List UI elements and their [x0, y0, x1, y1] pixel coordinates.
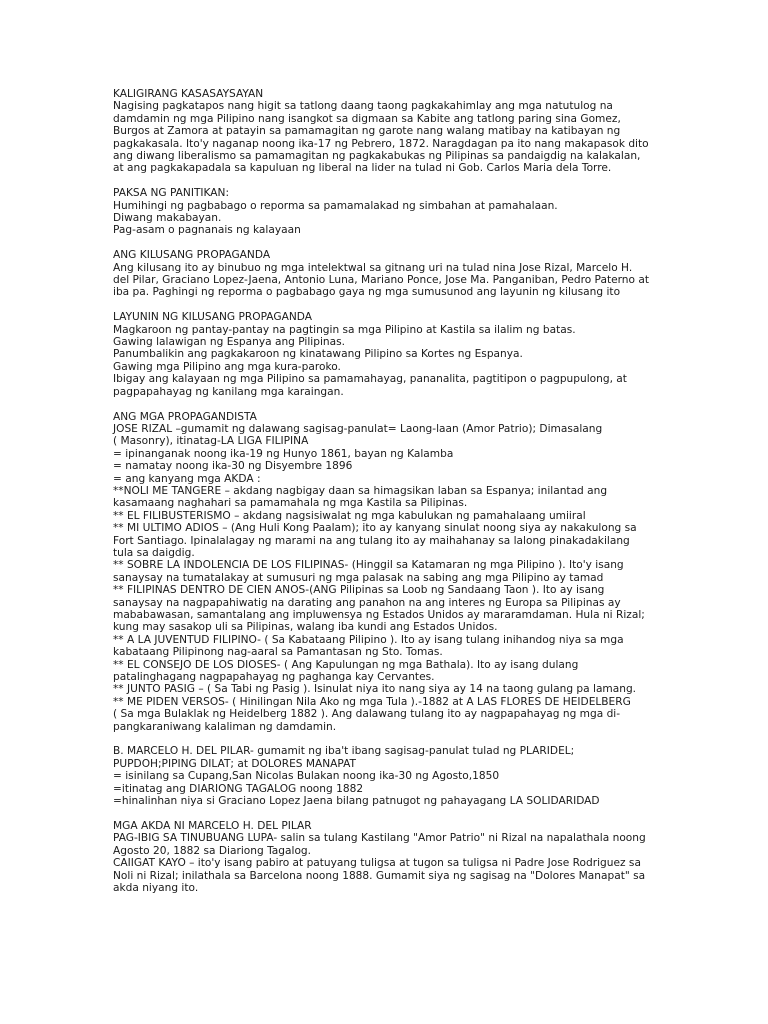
- text-line: Agosto 20, 1882 sa Diariong Tagalog.: [113, 844, 312, 857]
- text-line: = ipinanganak noong ika-19 ng Hunyo 1861, bayan ng Kalamba: [113, 447, 454, 460]
- section-heading: PAKSA NG PANITIKAN:: [113, 187, 230, 200]
- text-line: Ibigay ang kalayaan ng mga Pilipino sa pamamahayag, pananalita, pagtitipon o pagpupulong, at: [113, 373, 627, 386]
- text-line: =itinatag ang DIARIONG TAGALOG noong 1882: [113, 782, 364, 795]
- section-marcelo-del-pilar: [113, 745, 708, 807]
- text-line: ** MI ULTIMO ADIOS – (Ang Huli Kong Paalam); ito ay kanyang sinulat noong siya ay nakakulong sa: [113, 522, 637, 535]
- text-line: Gawing mga Pilipino ang mga kura-paroko.: [113, 360, 341, 373]
- section-heading: B. MARCELO H. DEL PILAR- gumamit ng iba't ibang sagisag-panulat tulad ng PLARIDEL;: [113, 745, 575, 758]
- section-heading: MGA AKDA NI MARCELO H. DEL PILAR: [113, 819, 312, 832]
- text-line: mababawasan, samantalang ang impluwensya ng Estados Unidos ay mararamdaman. Hula ni Rizal;: [113, 609, 645, 621]
- text-line: ( Sa mga Bulaklak ng Heidelberg 1882 ). Ang dalawang tulang ito ay nagpapahayag ng mga di-: [113, 708, 621, 721]
- text-line: tula sa daigdig.: [113, 546, 195, 559]
- section-kilusang-propaganda: [113, 249, 708, 299]
- text-line: ** JUNTO PASIG – ( Sa Tabi ng Pasig ). Isinulat niya ito nang siya ay 14 na taong gulang pa lamang.: [113, 683, 637, 696]
- text-line: pagkakasala. Ito'y naganap noong ika-17 ng Pebrero, 1872. Naragdagan pa ito nang makapasok dito: [113, 137, 649, 150]
- text-line: damdamin ng mga Pilipino nang isangkot sa digmaan sa Kabite ang tatlong paring sina Gomez,: [113, 112, 621, 125]
- text-line: at ang pagkakapadala sa kapuluan ng liberal na lider na tulad ni Gob. Carlos Maria dela Torre.: [113, 162, 612, 175]
- text-line: kung may sasakop uli sa Pilipinas, walang iba kundi ang Estados Unidos.: [113, 621, 498, 634]
- section-heading: ANG KILUSANG PROPAGANDA: [113, 249, 271, 262]
- text-line: Ang kilusang ito ay binubuo ng mga intelektwal sa gitnang uri na tulad nina Jose Rizal, Marcelo H.: [113, 261, 633, 274]
- text-line: = namatay noong ika-30 ng Disyembre 1896: [113, 460, 353, 473]
- section-layunin: [113, 311, 708, 398]
- section-kaligirang-kasaysayan: [113, 88, 708, 175]
- text-line: =hinalinhan niya si Graciano Lopez Jaena bilang patnugot ng pahayagang LA SOLIDARIDAD: [113, 795, 600, 808]
- text-line: ( Masonry), itinatag-LA LIGA FILIPINA: [113, 435, 309, 448]
- section-mga-propagandista: [113, 411, 708, 734]
- text-line: = isinilang sa Cupang,San Nicolas Bulakan noong ika-30 ng Agosto,1850: [113, 770, 500, 783]
- text-line: iba pa. Paghingi ng reporma o pagbabago gaya ng mga sumusunod ang layunin ng kilusang ito: [113, 286, 621, 299]
- text-line: ** A LA JUVENTUD FILIPINO- ( Sa Kabataang Pilipino ). Ito ay isang tulang inihandog niya sa mga: [113, 633, 624, 646]
- text-line: del Pilar, Graciano Lopez-Jaena, Antonio Luna, Mariano Ponce, Jose Ma. Panganiban, Pedro Paterno at: [113, 274, 649, 287]
- text-line: PUPDOH;PIPING DILAT; at DOLORES MANAPAT: [113, 757, 357, 770]
- text-line: CAIIGAT KAYO – ito'y isang pabiro at patuyang tuligsa at tugon sa tuligsa ni Padre Jose Rodriguez sa: [113, 857, 641, 870]
- text-line: Nagising pagkatapos nang higit sa tatlong daang taong pagkakahimlay ang mga natutulog na: [113, 100, 613, 113]
- text-line: Fort Santiago. Ipinalalagay ng marami na ang tulang ito ay maihahanay sa lalong pinakadakilang: [113, 534, 630, 547]
- text-line: Magkaroon ng pantay-pantay na pagtingin sa mga Pilipino at Kastila sa ilalim ng batas.: [113, 323, 576, 336]
- text-line: ** FILIPINAS DENTRO DE CIEN ANOS-(ANG Pilipinas sa Loob ng Sandaang Taon ). Ito ay isang: [113, 584, 605, 597]
- text-line: ** ME PIDEN VERSOS- ( Hinilingan Nila Ako ng mga Tula ).-1882 at A LAS FLORES DE HEIDELBERG: [113, 695, 631, 708]
- text-line: kasamaang naghahari sa pamamahala ng mga Kastila sa Pilipinas.: [113, 497, 468, 510]
- text-line: sanaysay na nagpapahiwatig na darating ang panahon na ang interes ng Europa sa Pilipinas ay: [113, 596, 621, 609]
- text-line: Gawing lalawigan ng Espanya ang Pilipinas.: [113, 336, 346, 349]
- section-paksa-ng-panitikan: [113, 187, 708, 237]
- text-line: PAG-IBIG SA TINUBUANG LUPA- salin sa tulang Kastilang "Amor Patrio" ni Rizal na napalathala noong: [113, 832, 646, 845]
- text-line: Pag-asam o pagnanais ng kalayaan: [113, 224, 301, 237]
- text-line: Panumbalikin ang pagkakaroon ng kinatawang Pilipino sa Kortes ng Espanya.: [113, 348, 523, 361]
- section-mga-akda-del-pilar: [113, 820, 708, 894]
- section-heading: ANG MGA PROPAGANDISTA: [113, 410, 257, 423]
- text-line: ** EL CONSEJO DE LOS DIOSES- ( Ang Kapulungan ng mga Bathala). Ito ay isang dulang: [113, 658, 579, 671]
- text-line: = ang kanyang mga AKDA :: [113, 472, 261, 485]
- text-line: **NOLI ME TANGERE – akdang nagbigay daan sa himagsikan laban sa Espanya; inilantad ang: [113, 484, 608, 497]
- text-line: akda niyang ito.: [113, 881, 199, 894]
- text-line: kabataang Pilipinong nag-aaral sa Pamantasan ng Sto. Tomas.: [113, 646, 443, 659]
- text-line: Humihingi ng pagbabago o reporma sa pamamalakad ng simbahan at pamahalaan.: [113, 199, 558, 212]
- text-line: pangkaraniwang kalaliman ng damdamin.: [113, 720, 337, 733]
- text-line: Diwang makabayan.: [113, 212, 222, 225]
- text-line: Noli ni Rizal; inilathala sa Barcelona noong 1888. Gumamit siya ng sagisag na "Dolores Manapat" sa: [113, 869, 646, 882]
- text-line: patalinghagang nagpapahayag ng paghanga kay Cervantes.: [113, 671, 435, 684]
- text-line: pagpapahayag ng kanilang mga karaingan.: [113, 385, 344, 398]
- text-line: JOSE RIZAL –gumamit ng dalawang sagisag-panulat= Laong-laan (Amor Patrio); Dimasalang: [113, 422, 603, 435]
- text-line: ** SOBRE LA INDOLENCIA DE LOS FILIPINAS- (Hinggil sa Katamaran ng mga Pilipino ). Ito'y isang: [113, 559, 624, 572]
- section-heading: LAYUNIN NG KILUSANG PROPAGANDA: [113, 311, 312, 324]
- text-line: ang diwang liberalismo sa pamamagitan ng pagkakabukas ng Pilipinas sa pandaigdig na kalakalan,: [113, 150, 641, 163]
- section-heading: KALIGIRANG KASASAYSAYAN: [113, 88, 264, 100]
- text-line: ** EL FILIBUSTERISMO – akdang nagsisiwalat ng mga kabulukan ng pamahalaang umiiral: [113, 509, 586, 522]
- text-line: Burgos at Zamora at patayin sa pamamagitan ng garote nang walang matibay na katibayan ng: [113, 125, 621, 138]
- text-line: sanaysay na tumatalakay at sumusuri ng mga palasak na sabing ang mga Pilipino ay tamad: [113, 571, 604, 584]
